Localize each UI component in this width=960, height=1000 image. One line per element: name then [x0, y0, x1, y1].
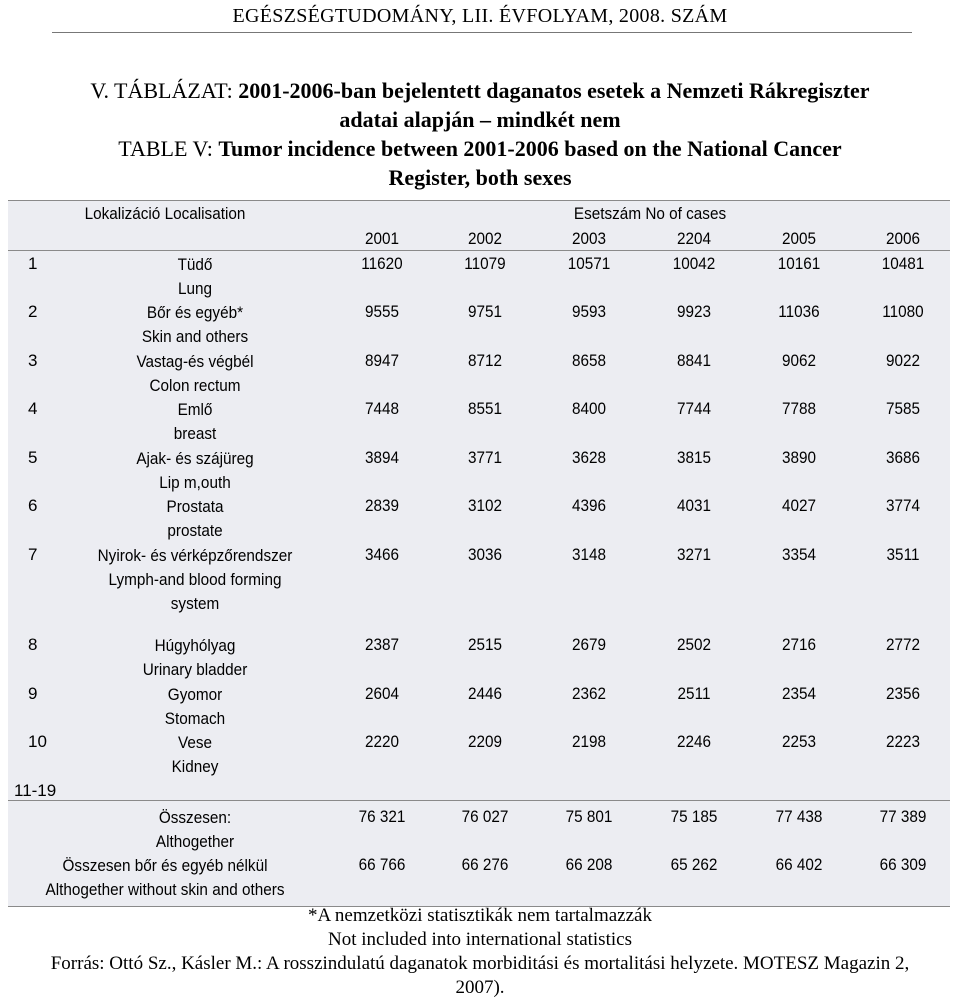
year-header: 2005 — [781, 229, 817, 248]
case-count: 3894 — [364, 448, 400, 467]
case-count: 4396 — [571, 496, 607, 515]
case-count: 3771 — [467, 448, 503, 467]
case-count: 11079 — [464, 254, 506, 273]
row-number: 3 — [28, 351, 38, 370]
case-count: 3271 — [676, 545, 712, 564]
total-count: 66 276 — [461, 855, 509, 874]
localisation-cell — [65, 731, 326, 779]
localisation-en: Colon rectum — [149, 376, 241, 395]
case-count: 2354 — [781, 684, 817, 703]
localisation-cell — [65, 634, 326, 682]
case-count: 2604 — [364, 684, 400, 703]
case-count: 2253 — [781, 732, 817, 751]
year-header: 2001 — [364, 229, 400, 248]
localisation-hu: Vastag-és végbél — [136, 352, 254, 371]
title-hu-line1 — [0, 76, 960, 105]
localisation-hu: Bőr és egyéb* — [146, 303, 244, 322]
total-count: 75 185 — [670, 807, 718, 826]
case-count: 9593 — [571, 302, 607, 321]
localisation-hu: Gyomor — [167, 685, 223, 704]
row-number: 9 — [28, 684, 38, 703]
case-count: 2515 — [467, 635, 503, 654]
header-divider — [52, 32, 912, 33]
localisation-hu: Nyirok- és vérképzőrendszer — [97, 546, 293, 565]
localisation-en: prostate — [167, 521, 223, 540]
total-label — [35, 854, 296, 902]
case-count: 2356 — [885, 684, 921, 703]
table-title — [0, 76, 960, 192]
journal-header: EGÉSZSÉGTUDOMÁNY, LII. ÉVFOLYAM, 2008. SZÁM — [232, 5, 728, 27]
title-hu-prefix: V. TÁBLÁZAT: — [90, 78, 239, 103]
total-count: 77 389 — [879, 807, 927, 826]
case-count: 9062 — [781, 351, 817, 370]
title-en-text: Tumor incidence between 2001-2006 based on the National Cancer — [218, 136, 842, 161]
case-count: 3774 — [885, 496, 921, 515]
localisation-hu: Vese — [177, 733, 213, 752]
case-count: 9555 — [364, 302, 400, 321]
case-count: 2198 — [571, 732, 607, 751]
row-number: 7 — [28, 545, 38, 564]
total-count: 65 262 — [670, 855, 718, 874]
case-count: 2716 — [781, 635, 817, 654]
case-count: 2362 — [571, 684, 607, 703]
source-line-1: Forrás: Ottó Sz., Kásler M.: A rosszindulatú daganatok morbiditási és mortalitási helyzete. MOTESZ Magazin 2, — [50, 953, 910, 974]
total-label-en: Althogether — [155, 832, 235, 851]
row-number: 5 — [28, 448, 38, 467]
total-label-en: Althogether without skin and others — [45, 880, 285, 899]
case-count: 3815 — [676, 448, 712, 467]
total-count: 66 766 — [358, 855, 406, 874]
case-count: 2246 — [676, 732, 712, 751]
case-count: 10481 — [881, 254, 925, 273]
table-header-rule — [8, 250, 950, 251]
column-header-localisation: Lokalizáció Localisation — [84, 204, 246, 223]
localisation-hu: Prostata — [166, 497, 224, 516]
localisation-cell — [65, 398, 326, 446]
case-count: 2220 — [364, 732, 400, 751]
localisation-en: breast — [173, 424, 217, 443]
localisation-en: Lung — [177, 279, 213, 298]
title-en-line2: Register, both sexes — [388, 165, 572, 190]
row-number: 11-19 — [14, 781, 57, 800]
title-en-line1 — [0, 134, 960, 163]
case-count: 10161 — [777, 254, 821, 273]
case-count: 3628 — [571, 448, 607, 467]
total-count: 76 321 — [358, 807, 406, 826]
case-count: 7448 — [364, 399, 400, 418]
case-count: 2446 — [467, 684, 503, 703]
localisation-hu: Ajak- és szájüreg — [136, 449, 254, 468]
row-number: 6 — [28, 496, 38, 515]
case-count: 8400 — [571, 399, 607, 418]
case-count: 4027 — [781, 496, 817, 515]
total-count: 77 438 — [775, 807, 823, 826]
case-count: 2679 — [571, 635, 607, 654]
case-count: 2511 — [677, 684, 711, 703]
title-hu-text: 2001-2006-ban bejelentett daganatos esetek a Nemzeti Rákregiszter — [238, 78, 870, 103]
case-count: 10042 — [672, 254, 716, 273]
case-count: 7788 — [781, 399, 817, 418]
table-total-rule — [8, 800, 950, 801]
case-count: 7585 — [885, 399, 921, 418]
row-number: 4 — [28, 399, 38, 418]
title-hu-line2: adatai alapján – mindkét nem — [339, 107, 621, 132]
localisation-en: Stomach — [164, 709, 226, 728]
table-top-rule — [8, 200, 950, 201]
case-count: 3036 — [467, 545, 503, 564]
case-count: 2209 — [467, 732, 503, 751]
case-count: 2772 — [885, 635, 921, 654]
localisation-cell — [65, 350, 326, 398]
case-count: 2839 — [364, 496, 400, 515]
localisation-hu: Emlő — [177, 400, 213, 419]
localisation-en: Skin and others — [141, 327, 249, 346]
case-count: 9923 — [676, 302, 712, 321]
case-count: 11620 — [361, 254, 403, 273]
year-header: 2003 — [571, 229, 607, 248]
case-count: 9751 — [467, 302, 503, 321]
case-count: 4031 — [676, 496, 712, 515]
row-number: 1 — [28, 254, 38, 273]
case-count: 8712 — [467, 351, 503, 370]
case-count: 3466 — [364, 545, 400, 564]
title-en-prefix: TABLE V: — [118, 136, 219, 161]
total-count: 66 402 — [775, 855, 823, 874]
case-count: 11036 — [778, 302, 820, 321]
localisation-hu: Tüdő — [177, 255, 213, 274]
localisation-en: Urinary bladder — [142, 660, 248, 679]
source-line-2: 2007). — [455, 977, 505, 998]
case-count: 3890 — [781, 448, 817, 467]
total-count: 66 309 — [879, 855, 927, 874]
case-count: 8658 — [571, 351, 607, 370]
localisation-cell — [65, 253, 326, 301]
localisation-en: Lip m,outh — [159, 473, 231, 492]
total-count: 76 027 — [461, 807, 509, 826]
year-header: 2204 — [676, 229, 712, 248]
case-count: 2223 — [885, 732, 921, 751]
case-count: 10571 — [567, 254, 611, 273]
case-count: 3686 — [885, 448, 921, 467]
localisation-hu: Húgyhólyag — [154, 636, 236, 655]
column-header-cases: Esetszám No of cases — [573, 204, 727, 223]
year-header: 2006 — [885, 229, 921, 248]
case-count: 3354 — [781, 545, 817, 564]
case-count: 8947 — [364, 351, 400, 370]
case-count: 3102 — [467, 496, 503, 515]
case-count: 8551 — [467, 399, 503, 418]
case-count: 9022 — [885, 351, 921, 370]
total-label-hu: Összesen: — [158, 808, 232, 827]
footnote-hu: *A nemzetközi statisztikák nem tartalmazzák — [308, 905, 652, 926]
case-count: 2502 — [676, 635, 712, 654]
localisation-en: Kidney — [171, 757, 219, 776]
total-count: 66 208 — [565, 855, 613, 874]
total-label-hu: Összesen bőr és egyéb nélkül — [62, 856, 268, 875]
localisation-cell — [65, 544, 326, 616]
localisation-cell — [65, 301, 326, 349]
year-header: 2002 — [467, 229, 503, 248]
total-label — [65, 806, 326, 854]
row-number: 2 — [28, 302, 38, 321]
case-count: 8841 — [676, 351, 712, 370]
localisation-cell — [65, 495, 326, 543]
localisation-cell — [65, 447, 326, 495]
row-number: 8 — [28, 635, 38, 654]
localisation-en: Lymph-and blood forming — [108, 570, 282, 589]
case-count: 11080 — [882, 302, 924, 321]
localisation-en: system — [170, 594, 220, 613]
total-count: 75 801 — [565, 807, 613, 826]
case-count: 7744 — [676, 399, 712, 418]
footnote-en: Not included into international statistics — [328, 929, 632, 950]
localisation-cell — [65, 683, 326, 731]
case-count: 3148 — [571, 545, 607, 564]
case-count: 3511 — [886, 545, 920, 564]
row-number: 10 — [28, 732, 47, 751]
case-count: 2387 — [364, 635, 400, 654]
